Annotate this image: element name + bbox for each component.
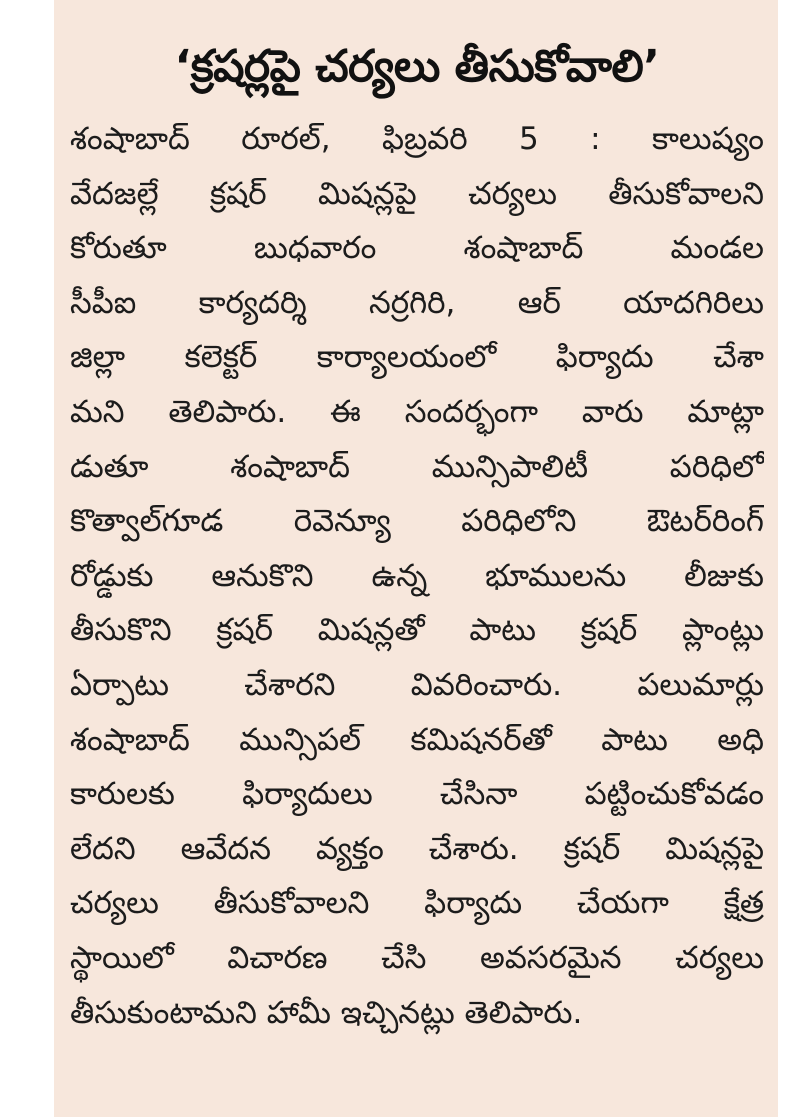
article-line: శంషాబాద్ రూరల్, ఫిబ్రవరి 5 : కాలుష్యం (70, 121, 764, 157)
article-line: మని తెలిపారు. ఈ సందర్భంగా వారు మాట్లా (70, 393, 764, 430)
article-line: చర్యలు తీసుకోవాలని ఫిర్యాదు చేయగా క్షేత్ర (70, 885, 764, 922)
article-line: సీపీఐ కార్యదర్శి నర్రగిరి, ఆర్ యాదగిరిలు (70, 284, 764, 321)
article-line: డుతూ శంషాబాద్ మున్సిపాలిటీ పరిధిలో (70, 448, 764, 485)
article-line: స్థాయిలో విచారణ చేసి అవసరమైన చర్యలు (70, 939, 764, 976)
article-line: ఏర్పాటు చేశారని వివరించారు. పలుమార్లు (70, 666, 764, 703)
cut-off-previous-line (70, 0, 764, 14)
article-line: కారులకు ఫిర్యాదులు చేసినా పట్టించుకోవడం (70, 776, 764, 813)
article-line: కోరుతూ బుధవారం శంషాబాద్ మండల (70, 230, 764, 267)
article-line: శంషాబాద్ మున్సిపల్ కమిషనర్‌తో పాటు అధి (70, 721, 764, 758)
article-line: జిల్లా కలెక్టర్ కార్యాలయంలో ఫిర్యాదు చేశా (70, 339, 764, 376)
article-line: తీసుకొని క్రషర్ మిషన్లతో పాటు క్రషర్ ప్లాంట్లు (70, 612, 764, 649)
article-line: తీసుకుంటామని హామీ ఇచ్చినట్లు తెలిపారు. (70, 994, 583, 1031)
article-line: వేదజల్లే క్రషర్ మిషన్లపై చర్యలు తీసుకోవాలని (70, 175, 764, 212)
newspaper-clipping (54, 0, 778, 1117)
article-line: రోడ్డుకు ఆనుకొని ఉన్న భూములను లీజుకు (70, 557, 764, 594)
article-line: కొత్వాల్‌గూడ రెవెన్యూ పరిధిలోని ఔటర్‌రింగ్ (70, 503, 764, 540)
article-headline: ‘క్రషర్లపై చర్యలు తీసుకోవాలి’ (174, 41, 660, 92)
article-body (70, 112, 764, 1040)
article-line: లేదని ఆవేదన వ్యక్తం చేశారు. క్రషర్ మిషన్లపై (70, 830, 764, 867)
